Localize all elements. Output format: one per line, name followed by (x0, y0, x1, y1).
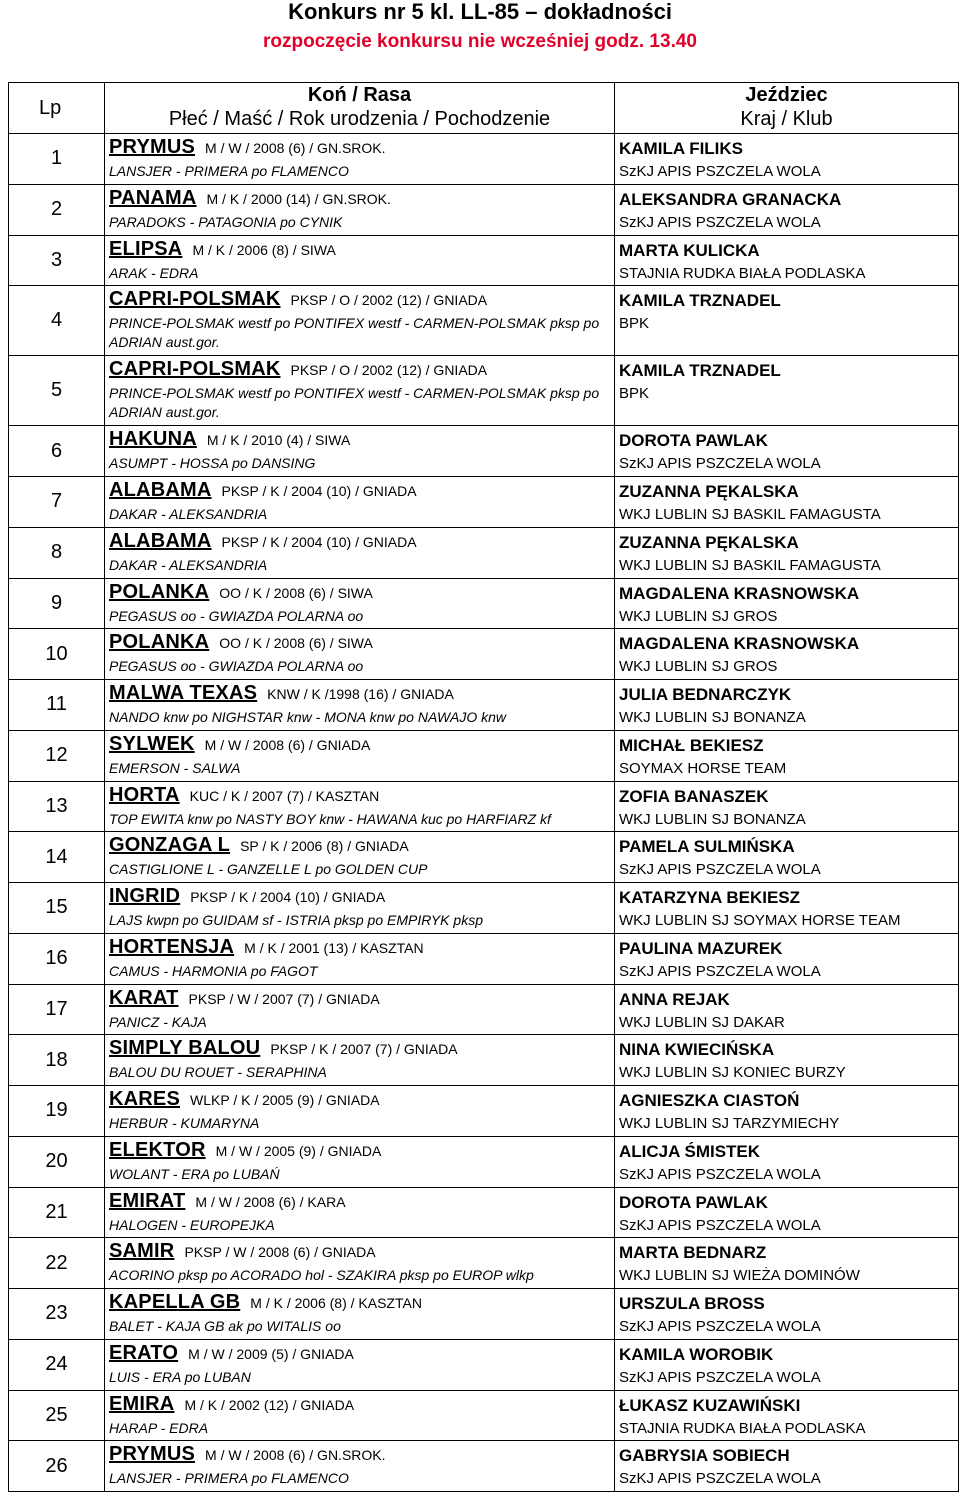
horse-cell (105, 477, 615, 528)
header-rider-title: Jeździec (745, 84, 828, 106)
entry-lp: 5 (9, 356, 105, 426)
horse-info: PKSP / K / 2004 (10) / GNIADA (221, 483, 417, 499)
table-row (9, 781, 959, 832)
horse-line (109, 1289, 614, 1317)
horse-pedigree: PANICZ - KAJA (109, 1013, 207, 1030)
rider-name: DOROTA PAWLAK (619, 1192, 768, 1212)
horse-info: OO / K / 2008 (6) / SIWA (219, 635, 373, 652)
horse-line (109, 1238, 614, 1266)
entry-lp: 16 (9, 933, 105, 984)
horse-pedigree: BALOU DU ROUET - SERAPHINA (109, 1064, 327, 1081)
horse-name: PRYMUS (109, 1443, 196, 1466)
horse-info: M / K / 2000 (14) / GN.SROK. (206, 190, 391, 207)
table-row (9, 1289, 959, 1340)
table-row (9, 629, 959, 680)
rider-club: SzKJ APIS PSZCZELA WOLA (619, 1318, 821, 1335)
rider-cell (615, 1238, 959, 1289)
horse-line (109, 1391, 614, 1419)
table-row (9, 933, 959, 984)
entry-lp: 22 (9, 1238, 105, 1289)
header-rider (615, 83, 959, 134)
horse-line (109, 356, 614, 384)
header-horse (105, 83, 615, 134)
entry-lp: 19 (9, 1086, 105, 1137)
rider-club: SzKJ APIS PSZCZELA WOLA (619, 1216, 821, 1234)
entry-lp: 25 (9, 1390, 105, 1441)
rider-cell (615, 1289, 959, 1340)
horse-pedigree: BALET - KAJA GB ak po WITALIS oo (109, 1318, 341, 1334)
horse-info: M / K / 2010 (4) / SIWA (206, 432, 351, 449)
rider-club: WKJ LUBLIN SJ KONIEC BURZY (619, 1064, 846, 1082)
horse-name: HORTA (109, 783, 180, 806)
horse-info: M / K / 2002 (12) / GNIADA (184, 1396, 355, 1413)
horse-name: ALABAMA (109, 479, 212, 501)
rider-club: SzKJ APIS PSZCZELA WOLA (619, 962, 821, 980)
rider-cell (615, 527, 959, 578)
horse-line (109, 883, 614, 911)
table-row (9, 235, 959, 286)
horse-line (109, 528, 614, 556)
rider-cell (615, 680, 959, 731)
rider-name: ZOFIA BANASZEK (619, 786, 769, 806)
horse-info: PKSP / K / 2007 (7) / GNIADA (270, 1041, 458, 1058)
entry-lp: 3 (9, 235, 105, 286)
horse-name: KARES (109, 1088, 181, 1110)
rider-club: SzKJ APIS PSZCZELA WOLA (619, 1470, 821, 1488)
horse-info: PKSP / O / 2002 (12) / GNIADA (290, 362, 488, 379)
entry-lp: 15 (9, 883, 105, 934)
rider-club: WKJ LUBLIN SJ TARZYMIECHY (619, 1115, 840, 1132)
entry-lp: 24 (9, 1339, 105, 1390)
horse-pedigree: LANSJER - PRIMERA po FLAMENCO (109, 1470, 349, 1487)
horse-name: SAMIR (109, 1240, 175, 1263)
rider-name: MAGDALENA KRASNOWSKA (619, 583, 860, 603)
horse-info: M / W / 2008 (6) / KARA (195, 1193, 346, 1210)
rider-club: WKJ LUBLIN SJ DAKAR (619, 1013, 785, 1031)
horse-pedigree: PARADOKS - PATAGONIA po CYNIK (109, 213, 343, 230)
rider-cell (615, 1441, 959, 1492)
horse-info: M / W / 2008 (6) / GN.SROK. (205, 1447, 386, 1464)
table-row (9, 1136, 959, 1187)
rider-club: WKJ LUBLIN SJ BASKIL FAMAGUSTA (619, 556, 881, 574)
rider-name: KATARZYNA BEKIESZ (619, 888, 801, 907)
rider-cell (615, 235, 959, 286)
entry-lp: 21 (9, 1187, 105, 1238)
horse-name: CAPRI-POLSMAK (109, 358, 281, 381)
page-subtitle: rozpoczęcie konkursu nie wcześniej godz. 13.40 (263, 31, 697, 52)
rider-cell (615, 883, 959, 934)
header-horse-sub: Płeć / Maść / Rok urodzenia / Pochodzenie (168, 108, 551, 130)
rider-club: SzKJ APIS PSZCZELA WOLA (619, 455, 821, 473)
horse-info: KNW / K /1998 (16) / GNIADA (267, 686, 454, 702)
entry-lp: 2 (9, 184, 105, 235)
horse-pedigree: PRINCE-POLSMAK westf po PONTIFEX westf - CARMEN-POLSMAK pksp po ADRIAN aust.gor. (109, 385, 600, 421)
rider-cell (615, 1187, 959, 1238)
rider-club: WKJ LUBLIN SJ GROS (619, 607, 778, 625)
horse-line (109, 185, 614, 213)
table-row (9, 1035, 959, 1086)
horse-pedigree: PEGASUS oo - GWIAZDA POLARNA oo (109, 607, 364, 624)
rider-cell (615, 1035, 959, 1086)
table-row (9, 356, 959, 426)
horse-info: OO / K / 2008 (6) / SIWA (219, 584, 373, 601)
rider-club: WKJ LUBLIN SJ BASKIL FAMAGUSTA (619, 506, 881, 523)
horse-name: POLANKA (109, 631, 210, 654)
rider-name: URSZULA BROSS (619, 1294, 765, 1313)
table-row (9, 1086, 959, 1137)
horse-info: PKSP / K / 2004 (10) / GNIADA (190, 889, 386, 905)
entry-lp: 12 (9, 730, 105, 781)
horse-pedigree: ASUMPT - HOSSA po DANSING (109, 455, 316, 472)
table-row (9, 527, 959, 578)
table-row (9, 426, 959, 477)
horse-name: SIMPLY BALOU (109, 1037, 261, 1060)
horse-name: EMIRAT (109, 1189, 186, 1212)
horse-line (109, 1086, 614, 1114)
rider-cell (615, 1086, 959, 1137)
rider-club: SzKJ APIS PSZCZELA WOLA (619, 1165, 821, 1183)
horse-cell (105, 426, 615, 477)
horse-cell (105, 781, 615, 832)
horse-info: M / W / 2008 (6) / GNIADA (204, 736, 371, 753)
rider-cell (615, 1136, 959, 1187)
horse-line (109, 477, 614, 505)
horse-name: HORTENSJA (109, 935, 235, 958)
horse-pedigree: ARAK - EDRA (109, 264, 199, 281)
rider-cell (615, 578, 959, 629)
horse-cell (105, 984, 615, 1035)
horse-cell (105, 1441, 615, 1492)
rider-club: BPK (619, 315, 650, 333)
table-row (9, 832, 959, 883)
rider-cell (615, 832, 959, 883)
rider-name: DOROTA PAWLAK (619, 431, 768, 451)
entry-lp: 8 (9, 527, 105, 578)
horse-line (109, 731, 614, 759)
horse-cell (105, 1035, 615, 1086)
rider-club: BPK (619, 385, 650, 403)
rider-name: ŁUKASZ KUZAWIŃSKI (619, 1395, 801, 1415)
horse-pedigree: DAKAR - ALEKSANDRIA (109, 556, 268, 573)
horse-line (109, 286, 614, 314)
horse-name: PRYMUS (109, 136, 196, 158)
rider-name: MAGDALENA KRASNOWSKA (619, 634, 860, 654)
entry-lp: 18 (9, 1035, 105, 1086)
horse-info: PKSP / O / 2002 (12) / GNIADA (290, 292, 488, 309)
table-row (9, 1339, 959, 1390)
rider-cell (615, 286, 959, 356)
horse-info: PKSP / K / 2004 (10) / GNIADA (221, 533, 417, 550)
entries-body (9, 134, 959, 1492)
horse-info: M / W / 2005 (9) / GNIADA (215, 1142, 382, 1159)
rider-club: SzKJ APIS PSZCZELA WOLA (619, 163, 821, 180)
rider-cell (615, 477, 959, 528)
rider-cell (615, 730, 959, 781)
rider-name: PAMELA SULMIŃSKA (619, 837, 795, 857)
table-row (9, 1238, 959, 1289)
rider-name: MARTA BEDNARZ (619, 1243, 767, 1263)
horse-cell (105, 1238, 615, 1289)
horse-pedigree: TOP EWITA knw po NASTY BOY knw - HAWANA kuc po HARFIARZ kf (109, 810, 551, 827)
rider-club: SzKJ APIS PSZCZELA WOLA (619, 213, 821, 231)
horse-name: INGRID (109, 885, 181, 907)
horse-info: WLKP / K / 2005 (9) / GNIADA (190, 1092, 380, 1108)
rider-name: JULIA BEDNARCZYK (619, 685, 792, 704)
rider-name: AGNIESZKA CIASTOŃ (619, 1091, 800, 1110)
horse-info: SP / K / 2006 (8) / GNIADA (240, 838, 409, 855)
horse-line (109, 680, 614, 708)
rider-club: WKJ LUBLIN SJ GROS (619, 658, 778, 676)
table-row (9, 1390, 959, 1441)
horse-cell (105, 629, 615, 680)
horse-name: HAKUNA (109, 428, 197, 451)
horse-cell (105, 527, 615, 578)
horse-line (109, 629, 614, 657)
header-lp: Lp (9, 83, 105, 134)
header-rider-sub: Kraj / Klub (740, 108, 833, 130)
entry-lp: 10 (9, 629, 105, 680)
horse-cell (105, 184, 615, 235)
horse-cell (105, 883, 615, 934)
horse-cell (105, 134, 615, 185)
horse-line (109, 1340, 614, 1368)
horse-pedigree: NANDO knw po NIGHSTAR knw - MONA knw po NAWAJO knw (109, 709, 507, 725)
horse-pedigree: CAMUS - HARMONIA po FAGOT (109, 962, 318, 979)
rider-club: STAJNIA RUDKA BIAŁA PODLASKA (619, 1419, 866, 1437)
horse-cell (105, 1390, 615, 1441)
horse-pedigree: WOLANT - ERA po LUBAŃ (109, 1165, 280, 1182)
rider-club: SzKJ APIS PSZCZELA WOLA (619, 861, 821, 879)
horse-pedigree: PRINCE-POLSMAK westf po PONTIFEX westf - CARMEN-POLSMAK pksp po ADRIAN aust.gor. (109, 315, 600, 351)
horse-line (109, 934, 614, 962)
table-row (9, 184, 959, 235)
rider-name: KAMILA TRZNADEL (619, 291, 781, 311)
horse-pedigree: PEGASUS oo - GWIAZDA POLARNA oo (109, 658, 364, 675)
horse-name: GONZAGA L (109, 834, 231, 857)
horse-info: M / K / 2001 (13) / KASZTAN (244, 939, 424, 956)
horse-name: CAPRI-POLSMAK (109, 288, 281, 311)
horse-cell (105, 578, 615, 629)
horse-pedigree: ACORINO pksp po ACORADO hol - SZAKIRA pksp po EUROP wlkp (109, 1267, 534, 1284)
horse-cell (105, 1086, 615, 1137)
table-row (9, 286, 959, 356)
horse-cell (105, 1339, 615, 1390)
horse-name: ERATO (109, 1341, 179, 1364)
horse-cell (105, 356, 615, 426)
horse-cell (105, 286, 615, 356)
rider-name: GABRYSIA SOBIECH (619, 1446, 790, 1466)
horse-name: PANAMA (109, 186, 197, 209)
horse-name: EMIRA (109, 1392, 175, 1415)
entry-lp: 11 (9, 680, 105, 731)
rider-name: ZUZANNA PĘKALSKA (619, 482, 799, 501)
horse-line (109, 1188, 614, 1216)
horse-info: M / W / 2008 (6) / GN.SROK. (205, 140, 386, 156)
horse-pedigree: EMERSON - SALWA (109, 759, 241, 776)
rider-club: WKJ LUBLIN SJ WIEŻA DOMINÓW (619, 1267, 860, 1285)
rider-name: ALICJA ŚMISTEK (619, 1141, 761, 1161)
rider-name: NINA KWIECIŃSKA (619, 1040, 775, 1060)
horse-line (109, 1137, 614, 1165)
rider-name: KAMILA TRZNADEL (619, 361, 781, 381)
horse-line (109, 985, 614, 1013)
rider-cell (615, 184, 959, 235)
entry-lp: 20 (9, 1136, 105, 1187)
horse-info: M / K / 2006 (8) / SIWA (192, 241, 336, 258)
horse-name: ALABAMA (109, 529, 212, 552)
horse-info: PKSP / W / 2008 (6) / GNIADA (184, 1244, 376, 1261)
horse-pedigree: HARAP - EDRA (109, 1419, 209, 1436)
horse-info: M / K / 2006 (8) / KASZTAN (250, 1295, 422, 1311)
horse-line (109, 236, 614, 264)
entry-lp: 4 (9, 286, 105, 356)
horse-pedigree: HALOGEN - EUROPEJKA (109, 1216, 275, 1233)
horse-cell (105, 933, 615, 984)
horse-pedigree: LANSJER - PRIMERA po FLAMENCO (109, 163, 349, 179)
table-row (9, 1187, 959, 1238)
horse-name: ELEKTOR (109, 1138, 206, 1161)
horse-line (109, 134, 614, 162)
horse-cell (105, 1289, 615, 1340)
rider-name: MICHAŁ BEKIESZ (619, 735, 764, 755)
horse-cell (105, 832, 615, 883)
table-row (9, 680, 959, 731)
horse-line (109, 1441, 614, 1469)
horse-pedigree: HERBUR - KUMARYNA (109, 1115, 260, 1131)
horse-pedigree: DAKAR - ALEKSANDRIA (109, 506, 268, 522)
horse-name: MALWA TEXAS (109, 682, 258, 704)
horse-info: PKSP / W / 2007 (7) / GNIADA (188, 990, 380, 1007)
entry-lp: 23 (9, 1289, 105, 1340)
entry-lp: 14 (9, 832, 105, 883)
rider-cell (615, 933, 959, 984)
table-row (9, 134, 959, 185)
entry-lp: 26 (9, 1441, 105, 1492)
table-row (9, 477, 959, 528)
horse-cell (105, 1187, 615, 1238)
rider-name: ALEKSANDRA GRANACKA (619, 189, 842, 209)
horse-name: SYLWEK (109, 732, 195, 755)
rider-cell (615, 629, 959, 680)
rider-club: WKJ LUBLIN SJ BONANZA (619, 810, 806, 828)
horse-cell (105, 1136, 615, 1187)
rider-name: ANNA REJAK (619, 989, 730, 1009)
start-list-table (8, 82, 959, 1492)
table-row (9, 883, 959, 934)
horse-pedigree: LAJS kwpn po GUIDAM sf - ISTRIA pksp po EMPIRYK pksp (109, 912, 483, 928)
rider-name: PAULINA MAZUREK (619, 938, 783, 958)
horse-name: ELIPSA (109, 237, 183, 260)
rider-club: SOYMAX HORSE TEAM (619, 759, 787, 777)
horse-line (109, 832, 614, 860)
rider-cell (615, 781, 959, 832)
horse-line (109, 579, 614, 607)
rider-cell (615, 356, 959, 426)
horse-name: POLANKA (109, 580, 210, 603)
entry-lp: 13 (9, 781, 105, 832)
entry-lp: 1 (9, 134, 105, 185)
horse-cell (105, 730, 615, 781)
horse-cell (105, 235, 615, 286)
table-row (9, 1441, 959, 1492)
header-horse-title: Koń / Rasa (307, 84, 412, 106)
rider-cell (615, 426, 959, 477)
horse-pedigree: LUIS - ERA po LUBAN (109, 1368, 251, 1385)
rider-name: KAMILA FILIKS (619, 139, 744, 158)
table-row (9, 730, 959, 781)
rider-club: WKJ LUBLIN SJ SOYMAX HORSE TEAM (619, 912, 901, 929)
horse-info: M / W / 2009 (5) / GNIADA (188, 1345, 354, 1362)
horse-info: KUC / K / 2007 (7) / KASZTAN (189, 787, 380, 804)
rider-club: WKJ LUBLIN SJ BONANZA (619, 709, 806, 726)
rider-name: MARTA KULICKA (619, 240, 760, 260)
rider-cell (615, 1390, 959, 1441)
horse-line (109, 426, 614, 454)
table-row (9, 984, 959, 1035)
entry-lp: 7 (9, 477, 105, 528)
horse-line (109, 1035, 614, 1063)
horse-name: KARAT (109, 986, 179, 1009)
rider-cell (615, 134, 959, 185)
page-title: Konkurs nr 5 kl. LL-85 – dokładności (288, 0, 672, 24)
table-header-row (9, 83, 959, 134)
horse-name: KAPELLA GB (109, 1291, 241, 1313)
table-row (9, 578, 959, 629)
horse-pedigree: CASTIGLIONE L - GANZELLE L po GOLDEN CUP (109, 861, 428, 878)
horse-line (109, 782, 614, 810)
rider-club: SzKJ APIS PSZCZELA WOLA (619, 1368, 821, 1386)
rider-name: ZUZANNA PĘKALSKA (619, 532, 799, 552)
rider-club: STAJNIA RUDKA BIAŁA PODLASKA (619, 264, 866, 282)
entry-lp: 17 (9, 984, 105, 1035)
rider-cell (615, 984, 959, 1035)
rider-name: KAMILA WOROBIK (619, 1344, 774, 1364)
entry-lp: 6 (9, 426, 105, 477)
rider-cell (615, 1339, 959, 1390)
horse-cell (105, 680, 615, 731)
entry-lp: 9 (9, 578, 105, 629)
